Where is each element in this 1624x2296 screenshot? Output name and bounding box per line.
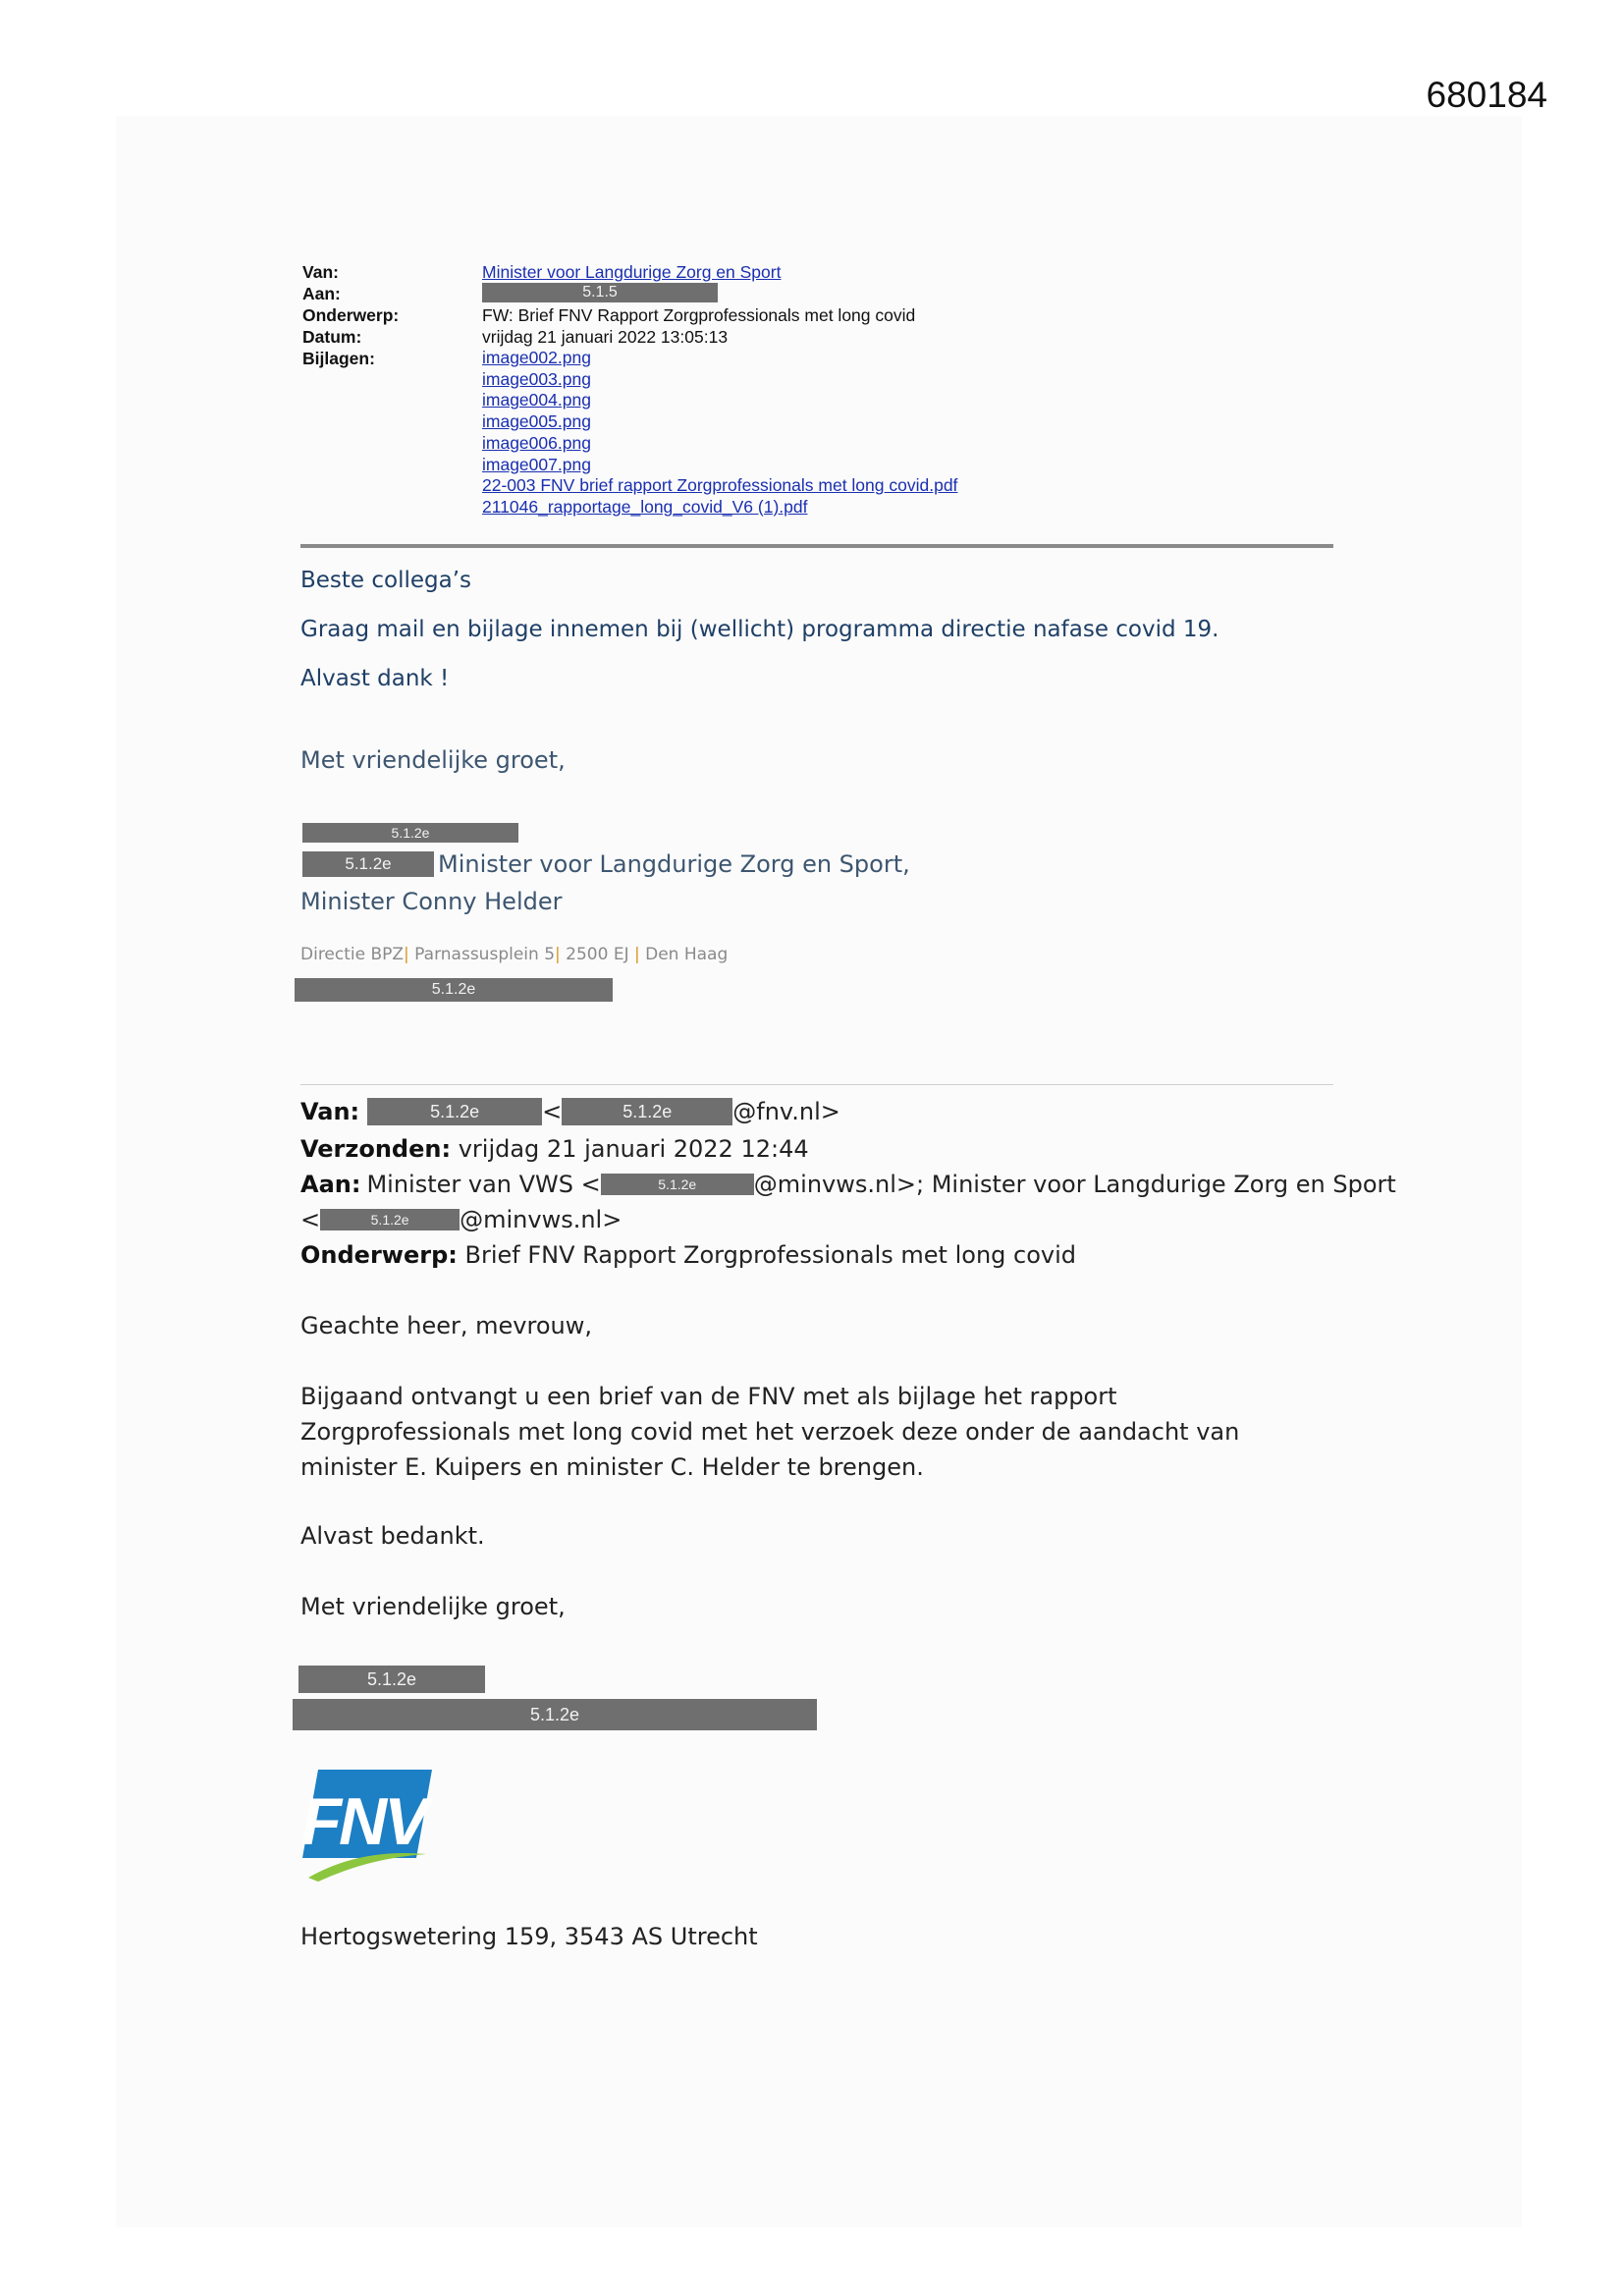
original-body: Bijgaand ontvangt u een brief van de FNV met als bijlage het rapport Zorgprofessionals met long covid met het verzoek deze onder de aandacht van minister E. Kuipers en minister C. Helder te brengen. [300,1383,1240,1481]
mail-header [302,261,957,519]
address-separator: | [404,945,409,964]
redaction-block: 5.1.2e [295,978,613,1002]
attachment-link[interactable]: image004.png [482,390,591,410]
original-to-lt: < [300,1206,321,1233]
redaction-block: 5.1.2e [302,851,434,877]
document-number: 680184 [1426,75,1547,115]
address-part: Den Haag [639,945,729,964]
original-from-domain: @fnv.nl> [732,1098,840,1125]
original-subject: Brief FNV Rapport Zorgprofessionals met long covid [464,1241,1076,1269]
signature-role-line [302,850,910,878]
sender-address [300,945,728,964]
original-subject-label: Onderwerp: [300,1241,458,1269]
fnv-logo-text: FNV [300,1784,426,1859]
address-part: Parnassusplein 5 [408,945,556,964]
reply-line-2: Alvast dank ! [300,666,450,691]
attachment-link[interactable]: 22-003 FNV brief rapport Zorgprofessionals met long covid.pdf [482,475,958,496]
original-subject-line [300,1241,1076,1269]
header-from-row [302,261,957,283]
original-from-line [300,1098,840,1125]
redaction-block: 5.1.5 [482,283,718,302]
header-attachments-row [302,348,957,519]
original-to-line-2 [300,1206,622,1233]
header-subject-label: Onderwerp: [302,305,400,325]
redaction-block: 5.1.2e [298,1666,485,1693]
original-sent-line [300,1135,809,1163]
header-attachments-label: Bijlagen: [302,349,375,368]
message-divider [300,1084,1333,1085]
original-closing: Met vriendelijke groet, [300,1593,566,1620]
header-to-label: Aan: [302,284,341,303]
original-from-label: Van: [300,1098,360,1125]
original-sent-label: Verzonden: [300,1135,452,1163]
attachment-list [482,348,957,519]
header-from-label: Van: [302,262,339,282]
reply-greeting: Beste collega’s [300,568,472,593]
redaction-block: 5.1.2e [320,1209,460,1230]
original-from-lt: < [542,1098,563,1125]
header-date: vrijdag 21 januari 2022 13:05:13 [482,327,729,347]
attachment-link[interactable]: 211046_rapportage_long_covid_V6 (1).pdf [482,496,808,517]
fnv-logo [300,1764,434,1884]
attachment-link[interactable]: image003.png [482,368,591,389]
address-separator: | [555,945,561,964]
signature-role: Minister voor Langdurige Zorg en Sport, [438,850,910,878]
address-part: 2500 EJ [560,945,634,964]
attachment-link[interactable]: image002.png [482,348,591,367]
reply-line-1: Graag mail en bijlage innemen bij (wellicht) programma directie nafase covid 19. [300,617,1219,642]
header-from-link[interactable]: Minister voor Langdurige Zorg en Sport [482,262,782,282]
address-separator: | [633,945,640,964]
footer-address: Hertogswetering 159, 3543 AS Utrecht [300,1923,758,1950]
redaction-block: 5.1.2e [562,1098,732,1125]
redaction-block: 5.1.2e [601,1174,754,1195]
fnv-logo-graphic [300,1764,434,1884]
header-subject-row [302,304,957,326]
header-to-row [302,283,957,304]
original-sent: vrijdag 21 januari 2022 12:44 [458,1135,809,1163]
reply-closing: Met vriendelijke groet, [300,746,566,774]
original-thanks: Alvast bedankt. [300,1522,485,1550]
header-divider [300,544,1333,548]
original-salutation: Geachte heer, mevrouw, [300,1312,592,1339]
header-date-label: Datum: [302,327,362,347]
attachment-link[interactable]: image007.png [482,454,591,474]
redaction-block: 5.1.2e [293,1699,817,1730]
attachment-link[interactable]: image005.png [482,411,591,432]
header-subject: FW: Brief FNV Rapport Zorgprofessionals met long covid [482,305,916,325]
original-to-part: @minvws.nl> [460,1206,623,1233]
attachment-link[interactable]: image006.png [482,432,591,453]
original-to-part: Minister van VWS < [366,1171,601,1198]
signature-minister: Minister Conny Helder [300,888,563,915]
original-to-label: Aan: [300,1171,361,1198]
redaction-block: 5.1.2e [367,1098,542,1125]
redaction-block: 5.1.2e [302,823,518,843]
address-part: Directie BPZ [300,945,405,964]
original-to-line [300,1171,1396,1198]
original-to-part: @minvws.nl>; Minister voor Langdurige Zorg en Sport [753,1171,1396,1198]
header-date-row [302,326,957,348]
